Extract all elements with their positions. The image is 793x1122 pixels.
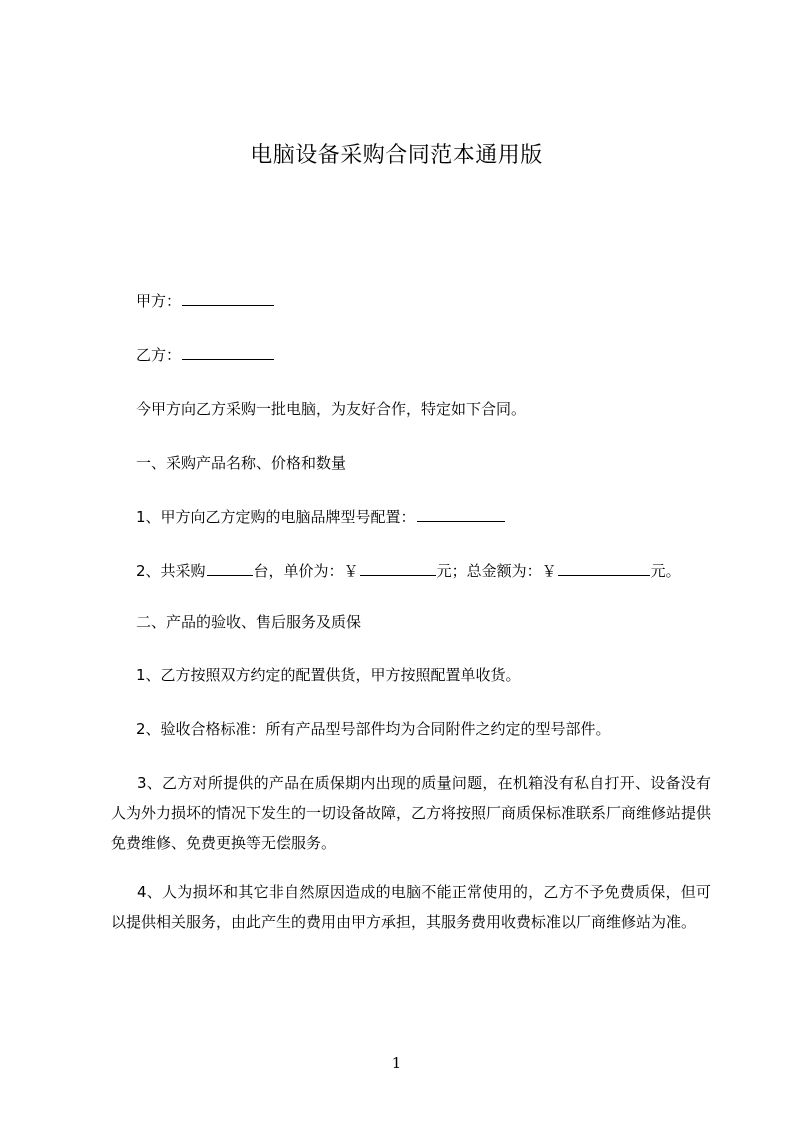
section1-item2 [136,560,681,582]
section1-item1 [136,506,506,528]
section2-item1: 1、乙方按照双方约定的配置供货，甲方按照配置单收货。 [136,666,521,684]
section1-heading: 一、采购产品名称、价格和数量 [136,454,347,472]
party-b-line [136,344,275,366]
page-number: 1 [391,1054,402,1072]
party-b-blank [182,345,274,360]
section2-item2: 2、验收合格标准：所有产品型号部件均为合同附件之约定的型号部件。 [136,720,611,738]
item2-prefix: 2、共采购 [136,562,206,580]
document-title: 电脑设备采购合同范本通用版 [250,143,543,168]
party-a-blank [182,291,274,306]
unit-price-blank [360,561,436,576]
section2-item3: 3、乙方对所提供的产品在质保期内出现的质量问题，在机箱没有私自打开、设备没有人为外力损坏的情况下发生的一切设备故障，乙方将按照厂商质保标准联系厂商维修站提供免费维修、免费更换等无偿服务。 [111,774,712,852]
section1-item1-label: 1、甲方向乙方定购的电脑品牌型号配置： [136,508,416,526]
party-a-line [136,290,275,312]
section2-heading: 二、产品的验收、售后服务及质保 [136,613,362,631]
section2-item4: 4、人为损坏和其它非自然原因造成的电脑不能正常使用的，乙方不予免费质保，但可以提供相关服务，由此产生的费用由甲方承担，其服务费用收费标准以厂商维修站为准。 [111,883,711,931]
party-b-label: 乙方： [136,346,182,364]
brand-model-blank [417,507,505,522]
intro-text: 今甲方向乙方采购一批电脑，为友好合作，特定如下合同。 [136,400,527,418]
item2-unit: 台，单价为：￥ [253,562,359,580]
party-a-label: 甲方： [136,292,182,310]
item2-suffix: 元。 [650,562,681,580]
total-amount-blank [558,561,650,576]
quantity-blank [207,561,253,576]
item2-after-price: 元；总金额为：￥ [436,562,557,580]
